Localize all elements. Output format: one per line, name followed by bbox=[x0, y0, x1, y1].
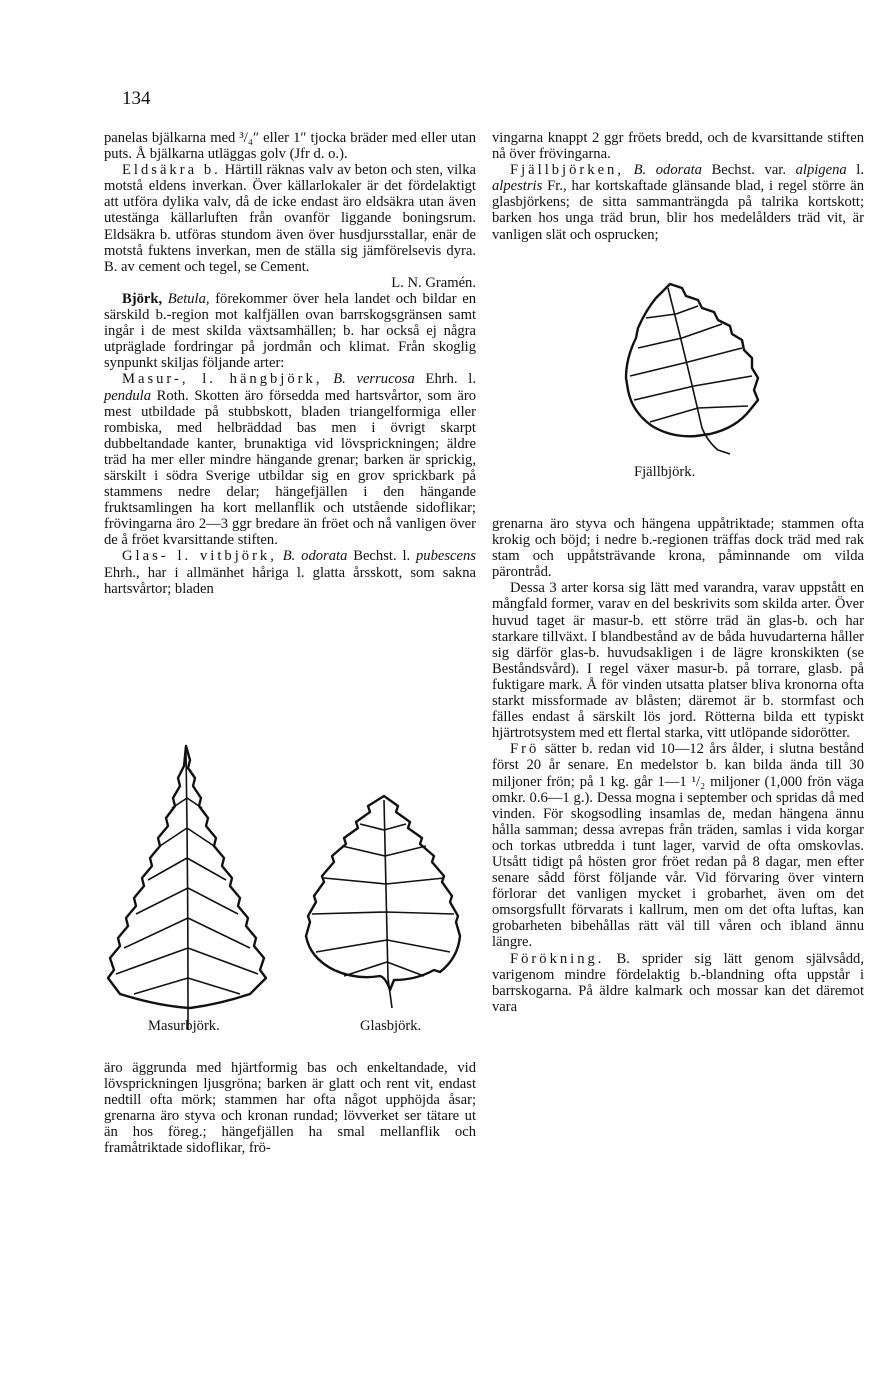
term-masurbjork: Masur-, l. hängbjörk, bbox=[122, 371, 323, 388]
glasbjork-leaf-outline bbox=[306, 796, 460, 990]
figure-masurbjork bbox=[100, 738, 280, 1038]
caption-masurbjork: Masurbjörk. bbox=[148, 1018, 220, 1034]
caption-fjallbjork: Fjällbjörk. bbox=[634, 464, 696, 480]
paragraph-fro bbox=[492, 741, 864, 950]
term-fjallbjorken: Fjällbjörken, bbox=[510, 162, 624, 179]
latin-odorata-2: B. odorata bbox=[633, 162, 702, 179]
figure-glasbjork bbox=[294, 790, 474, 1020]
paragraph-fjallbjork bbox=[492, 162, 864, 242]
text-eldsakra: Härtill räknas valv av beton och sten, vilka motstå eldens inverkan. Över källarlokaler är det fördelaktigt att utföra dylika valv, då de icke endast äro eldsäkra utan även utestänga källarluften från ovanför liggande boningsrum. Eldsäkra b. utföras stundom även över husdjursstallar, enär de motstå fuktens inverkan, men de ställa sig jämförelsevis dyra. B. av cement och tegel, se Cement. bbox=[104, 162, 476, 275]
term-eldsakra: Eldsäkra b. bbox=[122, 162, 221, 179]
paragraph-bjork bbox=[104, 291, 476, 371]
latin-verrucosa: B. verrucosa bbox=[333, 371, 415, 388]
text-masur-mid: Ehrh. l. bbox=[414, 371, 476, 388]
paragraph-eldsakra bbox=[104, 162, 476, 275]
text-fjallbjork: Fr., har kortskaftade glänsande blad, i regel större än glasbjörkens; de sitta sammanträngda på talrika kortskott; barken hos unga träd brun, blir hos medelålders träd vit, är vanligen slät och osprucken; bbox=[492, 178, 864, 243]
paragraph-glasbjork-cont: äro äggrunda med hjärtformig bas och enkeltandade, vid lövsprickningen ljusgröna; barken är glatt och rent vit, endast nedtill ofta mörk; stammen har ofta något upphöjda åsar; grenarna äro styva och kronan rundad; lövverket ser tätare ut än hos föreg.; hängefjällen ha smal mellanflik och framåtriktade sidoflikar, frö- bbox=[104, 1060, 476, 1157]
paragraph-valv-end: panelas bjälkarna med ³/₄″ eller 1″ tjocka bräder med eller utan puts. Å bjälkarna utläggas golv (Jfr d. o.). bbox=[104, 130, 476, 163]
paragraph-glasbjork bbox=[104, 548, 476, 596]
paragraph-korsning: Dessa 3 arter korsa sig lätt med varandra, varav uppstått en mångfald former, varav en del beskrivits som skilda arter. Över huvud taget är masur-b. ett större träd än glas-b. och har starkare tillväxt. I blandbestånd av de båda huvudarterna håller sig därför glas-b. huvudsakligen i de lägre kronskikten (se Beståndsvård). I regel växer masur-b. på torrare, glasb. på fuktigare mark. Å för vinden utsatta platser bliva kronorna ofta starkt missformade av blåsten; däremot är b. stormfast och fälles endast å särskilt lös jord. Rötterna bilda ett typiskt hjärtrotsystem med ett flertal starka, vitt utlöpande sidorötter. bbox=[492, 580, 864, 742]
latin-odorata: B. odorata bbox=[282, 548, 348, 565]
masurbjork-midrib bbox=[186, 752, 188, 1030]
latin-pendula: pendula bbox=[104, 387, 152, 404]
term-forokning: Förökning. bbox=[510, 950, 605, 967]
paragraph-forokning bbox=[492, 951, 864, 1015]
caption-glasbjork: Glasbjörk. bbox=[360, 1018, 422, 1034]
paragraph-masurbjork bbox=[104, 371, 476, 548]
text-fjall-mid2: l. bbox=[846, 162, 864, 179]
glasbjork-midrib bbox=[384, 800, 392, 1008]
text-forokning: B. sprider sig lätt genom självsådd, varigenom mindre fördelaktig b.-blandning ofta uppstår i barrskogarna. På äldre kalmark och mossar kan det däremot vara bbox=[492, 950, 864, 1015]
term-glasbjork: Glas- l. vitbjörk, bbox=[122, 548, 277, 565]
left-column-bottom bbox=[104, 1060, 476, 1157]
glasbjork-leaf-illustration bbox=[294, 790, 474, 1020]
paragraph-grenar: grenarna äro styva och hängena uppåtriktade; stammen ofta krokig och böjd; i nedre b.-regionen träffas dock träd med rak stam och uppåtsträvande krona, påminnande om vilda pärontråd. bbox=[492, 516, 864, 581]
fjallbjork-leaf-illustration bbox=[606, 278, 774, 458]
latin-alpestris: alpestris bbox=[492, 178, 543, 195]
text-glasbjork: Ehrh., har i allmänhet håriga l. glatta årsskott, som sakna hartsvårtor; bladen bbox=[104, 564, 476, 597]
text-glas-mid: Bechst. l. bbox=[347, 548, 416, 565]
term-fro: Frö bbox=[510, 741, 540, 758]
text-bjork: förekommer över hela landet och bildar en särskild b.-region mot kalfjällen ovan barrskogsgränsen samt ingår i de mest skilda växtsamhällen; b. har också ej några utpräglade fordringar på jordmån och klimat. Från skoglig synpunkt skiljas följande arter: bbox=[104, 290, 476, 372]
author-signature: L. N. Gramén. bbox=[391, 274, 476, 291]
page-number: 134 bbox=[122, 88, 151, 109]
right-column-top bbox=[492, 130, 864, 243]
figure-fjallbjork bbox=[606, 278, 774, 458]
left-column-top bbox=[104, 130, 476, 597]
latin-pubescens: pubescens bbox=[416, 548, 476, 565]
latin-betula: Betula, bbox=[167, 290, 210, 307]
right-column-bottom bbox=[492, 516, 864, 1015]
headword-bjork: Björk, bbox=[122, 290, 163, 307]
paragraph-frovingar: vingarna knappt 2 ggr fröets bredd, och de kvarsittande stiften nå över frövingarna. bbox=[492, 130, 864, 163]
text-fjall-mid: Bechst. var. bbox=[701, 162, 796, 179]
text-masurbjork: Roth. Skotten äro försedda med hartsvårtor, som äro mest utbildade på stubbskott, bladen triangelformiga eller rombiska, med helbräddad bas men i övrigt skarpt dubbeltandade kanter, brunaktiga vid lövsprickningen; äldre träd ha mer eller mindre hängande grenar; barken är sprickig, särskilt i södra Sverige utbildar sig en grov sprickbark på stammens nedre delar; hängefjällen i den hängande fruktsamlingen ha kort mellanflik och utstående sidoflikar; frövingarna äro 2—3 ggr bredare än fröet och nå vanligen över de å fröet kvarsittande stiften. bbox=[104, 387, 476, 549]
text-fro: sätter b. redan vid 10—12 års ålder, i slutna bestånd först 20 år senare. En medelstor b. kan bilda ända till 30 miljoner frön; på 1 kg. går 1—1 ¹/₂ miljoner (1,000 frön väga omkr. 0.6—1 g.). Dessa mogna i september och spridas då med vinden. För skogsodling insamlas de, medan hängena ännu hålla samman; dessa avrepas från träden, samlas i vida korgar och torkas utbredda i tunt lager, varvid de ofta omskovlas. Utsått tidigt på hösten gror fröet redan på 8 dagar, men efter senare sådd först följande vår. Vid förvaring över vintern förlorar det vanligen mycket i grobarhet, även om det omsorgsfullt förvarats i kallrum, men om det ofta luftas, kan grobarheten bibehållas rätt väl till våren och ibland ännu längre. bbox=[492, 741, 864, 951]
masurbjork-leaf-illustration bbox=[100, 738, 280, 1038]
latin-alpigena: alpigena bbox=[795, 162, 847, 179]
